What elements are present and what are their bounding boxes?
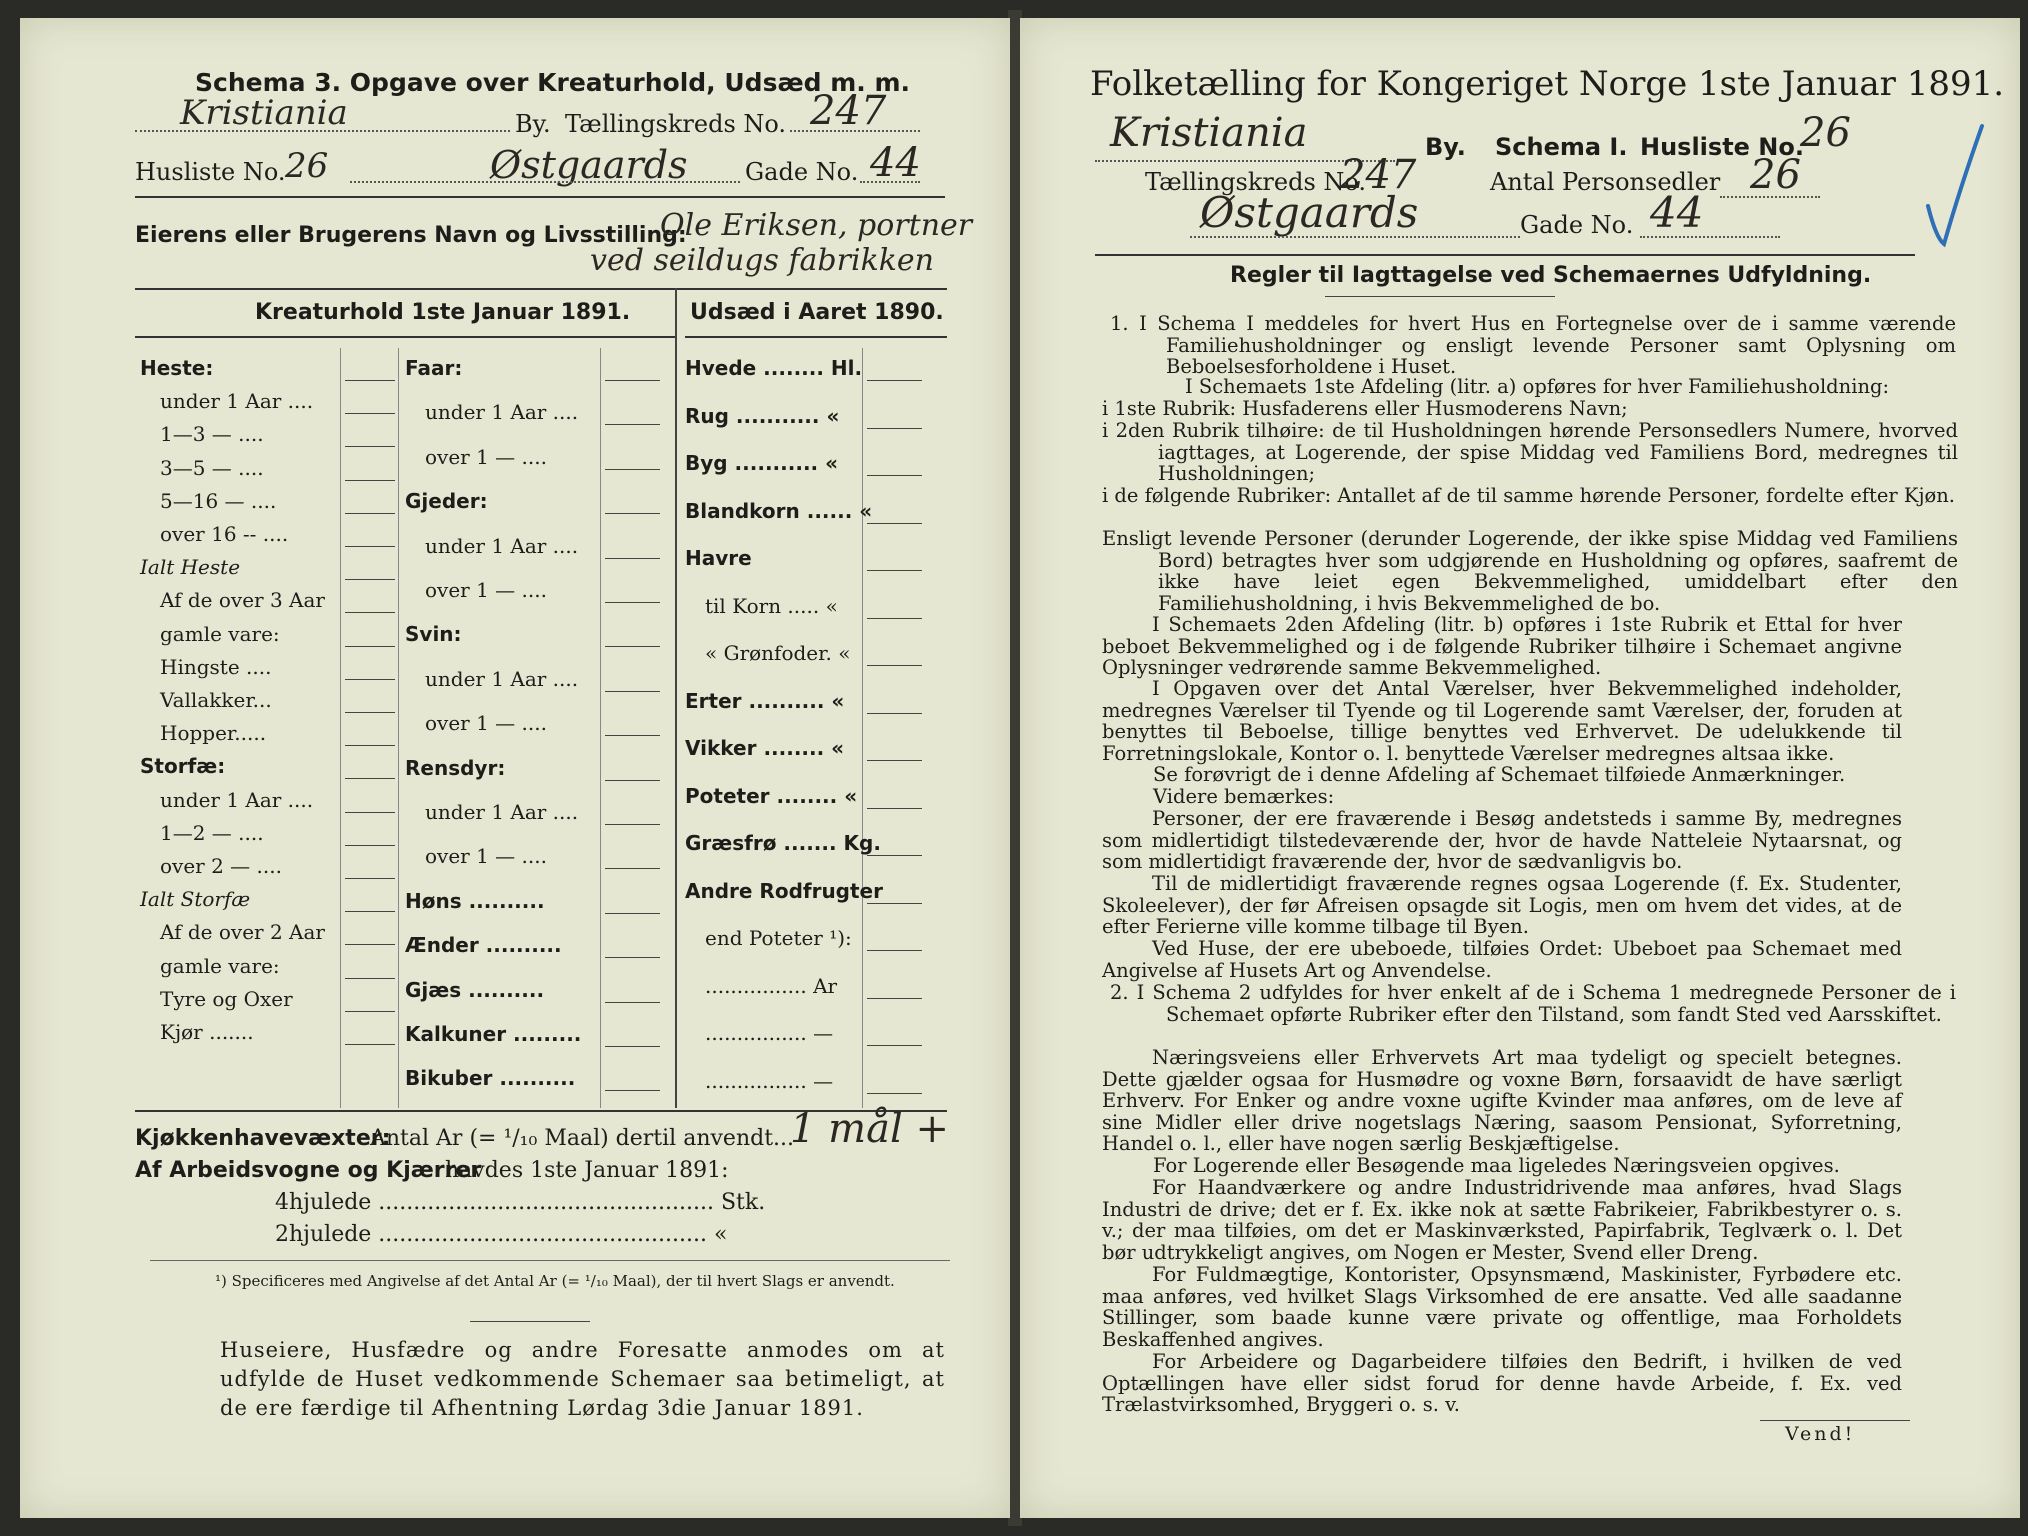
- col3-row-value-line: [867, 713, 922, 714]
- kreds-handwritten: 247: [810, 88, 887, 134]
- col1-row-label: 3—5 — ....: [160, 455, 264, 480]
- rule-p1: 1. I Schema I meddeles for hvert Hus en Fortegnelse over de i samme værende Familiehusholdninger og ensligt levende Personer samt Oplysning om Beboelsesforholdene i Huset.: [1110, 312, 1956, 378]
- rule-p11: Personer, der ere fraværende i Besøg andetsteds i samme By, medregnes som midlertidigt tilstedeværende der, hvor de havde Natteleie Nytaarsnat, og som midlertidigt fraværende der, hvor de sædvanligvis bo.: [1102, 807, 1902, 873]
- col1-row-value-line: [345, 446, 395, 447]
- antal-handwritten: 26: [1750, 152, 1801, 198]
- col3-row-value-line: [867, 380, 922, 381]
- col1-row-label: Hingste ....: [160, 654, 272, 679]
- col3-row-label: ................ Ar: [705, 973, 838, 998]
- col3-row-value-line: [867, 1093, 922, 1094]
- col3-row-label: Erter .......... «: [685, 688, 845, 713]
- col1-row-label: Hopper.....: [160, 721, 267, 746]
- col2-row-label: under 1 Aar ....: [425, 400, 579, 425]
- col2-row-label: under 1 Aar ....: [425, 533, 579, 558]
- rule-p13: Ved Huse, der ere ubeboede, tilføies Ordet: Ubeboet paa Schemaet med Angivelse af Husets Art og Anvendelse.: [1102, 937, 1902, 982]
- gade-handwritten: 44: [870, 140, 921, 186]
- header-rule: [135, 196, 945, 198]
- col1-value-line: [340, 348, 341, 1108]
- col3-value-line: [862, 348, 863, 1108]
- col3-row-value-line: [867, 475, 922, 476]
- col1-row-value-line: [345, 679, 395, 680]
- col2-row-value-line: [605, 735, 660, 736]
- col3-row-value-line: [867, 1045, 922, 1046]
- vend-rule: [1760, 1420, 1910, 1421]
- col2-row-value-line: [605, 824, 660, 825]
- col3-row-label: « Grønfoder. «: [705, 641, 851, 665]
- col1-row-value-line: [345, 579, 395, 580]
- rule-p12: Til de midlertidigt fraværende regnes ogsaa Logerende (f. Ex. Studenter, Skoleelever), der før Afreisen opsagde sit Logis, men om hvem det vides, at de efter Ferierne ville komme tilbage til Byen.: [1102, 872, 1902, 938]
- col2-row-label: over 1 — ....: [425, 578, 547, 602]
- col3-row-label: ................ —: [705, 1068, 834, 1093]
- col1-row-value-line: [345, 812, 395, 813]
- rule-p5: i de følgende Rubriker: Antallet af de til samme hørende Personer, fordelte efter Kjøn.: [1102, 484, 1956, 507]
- two-wheel-row: 2hjulede ............................................... «: [275, 1222, 728, 1247]
- owner-label: Eierens eller Brugerens Navn og Livsstilling:: [135, 223, 687, 248]
- footnote: ¹) Specificeres med Angivelse af det Antal Ar (= ¹/₁₀ Maal), der til hvert Slags er anvendt.: [215, 1272, 895, 1290]
- rule-p8: I Opgaven over det Antal Værelser, hver Bekvemmelighed indeholder, medregnes Værelser til Tyende og til Logerende samt Værelser, der, foruden at benyttes til Beboelse, tillige benyttes ved Erhvervet. De udelukkende til Forretningslokale, Kontor o. l. benyttede Værelser medregnes altsaa ikke.: [1102, 677, 1902, 765]
- rules-title-underline: [1325, 296, 1555, 297]
- right-page-schema-1: [1020, 18, 2020, 1518]
- col2-row-value-line: [605, 646, 660, 647]
- col1-row-value-line: [345, 646, 395, 647]
- col3-row-value-line: [867, 903, 922, 904]
- col2-row-label: under 1 Aar ....: [425, 800, 579, 824]
- kreds-label: Tællingskreds No.: [1145, 168, 1367, 196]
- col1-row-value-line: [345, 878, 395, 879]
- vend-label: Vend!: [1785, 1423, 1856, 1445]
- rule-p9: Se forøvrigt de i denne Afdeling af Schemaet tilføiede Anmærkninger.: [1153, 763, 1846, 786]
- col3-row-label: Andre Rodfrugter: [685, 878, 883, 903]
- col1-row-value-line: [345, 712, 395, 713]
- footnote-rule: [150, 1260, 950, 1261]
- col1-row-value-line: [345, 745, 395, 746]
- col3-row-label: Poteter ........ «: [685, 783, 858, 808]
- col3-row-label: Græsfrø ....... Kg.: [685, 831, 881, 855]
- owner-handwritten-1: Ole Eriksen, portner: [660, 208, 973, 243]
- col1-row-value-line: [345, 1011, 395, 1012]
- gade-line: [1640, 236, 1780, 238]
- col3-row-label: Blandkorn ...... «: [685, 498, 873, 523]
- four-wheel-row: 4hjulede ................................................ Stk.: [275, 1190, 766, 1215]
- gade-handwritten: 44: [1650, 188, 1704, 237]
- col1-row-label: Storfæ:: [140, 754, 226, 779]
- husliste-handwritten: 26: [1800, 110, 1851, 156]
- col2-row-value-line: [605, 1090, 660, 1091]
- col2-row-value-line: [605, 868, 660, 869]
- col2-row-value-line: [605, 469, 660, 470]
- husliste-label: Husliste No.: [135, 158, 286, 186]
- col2-row-value-line: [605, 424, 660, 425]
- col2-row-value-line: [605, 913, 660, 914]
- rule-p10: Videre bemærkes:: [1153, 785, 1335, 808]
- kjokken-handwritten: 1 mål +: [790, 1106, 949, 1152]
- col2-row-label: Gjeder:: [405, 489, 488, 514]
- col3-row-value-line: [867, 618, 922, 619]
- col3-row-label: Vikker ........ «: [685, 736, 845, 760]
- rule-p16: For Logerende eller Besøgende maa ligeledes Næringsveien opgives.: [1153, 1154, 1840, 1177]
- husliste-label: Husliste No.: [1640, 133, 1804, 161]
- table-divider: [675, 288, 677, 1108]
- rule-p19: For Arbeidere og Dagarbeidere tilføies den Bedrift, i hvilken de ved Optællingen have eller sidst forud for denne havde Arbeide, f. Ex. ved Trælastvirksomhed, Bryggeri o. s. v.: [1102, 1350, 1902, 1416]
- gade-line: [860, 181, 920, 183]
- col1-row-value-line: [345, 480, 395, 481]
- col1-row-label: Af de over 2 Aar: [160, 920, 325, 945]
- col1-row-value-line: [345, 845, 395, 846]
- rule-p17: For Haandværkere og andre Industridrivende maa anføres, hvad Slags Industri de drive; det er f. Ex. ikke nok at sætte Fabrikeier, Fabrikbestyrer o. s. v.; der maa tilføies, om det er Maskinværksted, Papirfabrik, Teglværk o. l. Det bør udtrykkeligt angives, om Nogen er Mester, Svend eller Dreng.: [1102, 1176, 1902, 1264]
- col3-row-label: ................ —: [705, 1021, 834, 1045]
- closing-note: Huseiere, Husfædre og andre Foresatte anmodes om at udfylde de Huset vedkommende Schemaer saa betimeligt, at de ere færdige til Afhentning Lørdag 3die Januar 1891.: [220, 1338, 945, 1420]
- kreds-handwritten: 247: [1340, 152, 1417, 198]
- col2-row-value-line: [605, 1002, 660, 1003]
- col2-row-value-line: [605, 513, 660, 514]
- col2-row-label: Kalkuner .........: [405, 1022, 582, 1046]
- col1-row-label: over 16 -- ....: [160, 522, 289, 546]
- col3-row-value-line: [867, 855, 922, 856]
- col1-row-label: Ialt Storfæ: [140, 887, 251, 912]
- by-label: By.: [515, 110, 551, 138]
- by-label: By.: [1425, 133, 1466, 161]
- city-line: [135, 130, 510, 132]
- col2-row-label: Høns ..........: [405, 888, 545, 913]
- col3-row-value-line: [867, 570, 922, 571]
- city-handwritten: Kristiania: [1110, 110, 1308, 156]
- rule-p4: i 2den Rubrik tilhøire: de til Husholdningen hørende Personsedlers Numere, hvorved iagttages, at Logerende, der spise Middag ved Familiens Bord, medregnes til Husholdningen;: [1102, 419, 1958, 485]
- col2-row-label: Bikuber ..........: [405, 1066, 576, 1091]
- col1-row-value-line: [345, 612, 395, 613]
- col1-row-value-line: [345, 978, 395, 979]
- rule-p18: For Fuldmægtige, Kontorister, Opsynsmænd, Maskinister, Fyrbødere etc. maa anføres, ved hvilket Slags Virksomhed de ere ansatte. Ved alle saadanne Stillinger, som baade kunne være private og offentlige, maa Forholdets Beskaffenhed angives.: [1102, 1263, 1902, 1351]
- col1-row-value-line: [345, 911, 395, 912]
- col2-row-value-line: [605, 957, 660, 958]
- rule-p15: Næringsveiens eller Erhvervets Art maa tydeligt og specielt betegnes. Dette gjælder ogsaa for Husmødre og voxne Børn, forsaavidt de have særligt Erhverv. For Enker og andre voxne ugifte Kvinder maa anføres, om de leve af sine Midler eller drive nogetslags Næring, saasom Pensionat, Syforretning, Handel o. l., eller have nogen særlig Beskjæftigelse.: [1102, 1046, 1902, 1155]
- col3-row-value-line: [867, 523, 922, 524]
- col1-row-value-line: [345, 944, 395, 945]
- kjokken-label: Kjøkkenhavevæxter:: [135, 1126, 391, 1151]
- separator: [470, 1321, 590, 1322]
- col3-row-value-line: [867, 998, 922, 999]
- col3-row-label: Rug ........... «: [685, 403, 840, 428]
- col2-row-label: over 1 — ....: [425, 711, 547, 736]
- col1-row-label: under 1 Aar ....: [160, 787, 314, 812]
- owner-handwritten-2: ved seildugs fabrikken: [590, 243, 935, 278]
- col2-row-label: Faar:: [405, 356, 463, 380]
- col3-row-label: end Poteter ¹):: [705, 926, 852, 950]
- col2-row-value-line: [605, 691, 660, 692]
- street-line: [350, 181, 740, 183]
- col2-row-label: over 1 — ....: [425, 444, 547, 469]
- col1-row-label: 1—2 — ....: [160, 820, 264, 845]
- col1-row-label: Heste:: [140, 356, 214, 380]
- col1-row-label: Ialt Heste: [140, 555, 241, 580]
- table-header-rule-left: [135, 336, 675, 338]
- col1-row-label: Vallakker...: [160, 688, 272, 712]
- kreds-line: [790, 130, 920, 132]
- col1-row-label: Af de over 3 Aar: [160, 588, 325, 613]
- col3-row-value-line: [867, 808, 922, 809]
- col1-row-label: Tyre og Oxer: [160, 986, 293, 1011]
- col1-row-value-line: [345, 380, 395, 381]
- col3-row-value-line: [867, 950, 922, 951]
- udsaed-header: Udsæd i Aaret 1890.: [690, 300, 944, 325]
- street-handwritten: Østgaards: [490, 143, 688, 187]
- col2-row-label: Gjæs ..........: [405, 977, 545, 1002]
- col3-row-label: til Korn ..... «: [705, 593, 838, 618]
- city-handwritten: Kristiania: [180, 93, 348, 133]
- table-header-rule-right: [685, 336, 947, 338]
- col1-row-label: over 2 — ....: [160, 854, 282, 878]
- col3-row-label: Hvede ........ Hl.: [685, 356, 863, 380]
- table-top-rule: [135, 288, 947, 290]
- col2-row-label: Ænder ..........: [405, 933, 562, 958]
- check-mark-icon: [1920, 118, 1990, 248]
- col2-row-value-line: [605, 558, 660, 559]
- col1-row-value-line: [345, 1044, 395, 1045]
- rules-title: Regler til Iagttagelse ved Schemaernes Udfyldning.: [1230, 263, 1872, 288]
- rule-p14: 2. I Schema 2 udfyldes for hver enkelt af de i Schema 1 medregnede Personer de i Schemaet opførte Rubriker efter den Tilstand, som fandt Sted ved Aarsskiftet.: [1110, 981, 1956, 1026]
- left-page-schema-3: [20, 18, 1010, 1518]
- col1-row-label: 1—3 — ....: [160, 422, 264, 447]
- rule-p6: Ensligt levende Personer (derunder Logerende, der ikke spise Middag ved Familiens Bord) betragtes hver som udgjørende en Husholdning og opføres, saafremt de ikke have leiet egen Bekvemmelighed, umiddelbart efter den Familiehusholdning, i hvis Bekvemmelighed de bo.: [1102, 527, 1958, 615]
- kjokken-text: Antal Ar (= ¹/₁₀ Maal) dertil anvendt...: [370, 1126, 795, 1151]
- schema-3-title: Schema 3. Opgave over Kreaturhold, Udsæd m. m.: [195, 68, 911, 97]
- kreds-label: Tællingskreds No.: [565, 110, 787, 138]
- gade-label: Gade No.: [745, 158, 859, 186]
- col2-row-label: Svin:: [405, 622, 462, 647]
- street-handwritten: Østgaards: [1200, 188, 1419, 237]
- col1-row-label: under 1 Aar ....: [160, 389, 314, 414]
- col1-row-label: 5—16 — ....: [160, 488, 277, 513]
- census-title: Folketælling for Kongeriget Norge 1ste Januar 1891.: [1090, 64, 2005, 104]
- antal-label: Antal Personsedler: [1490, 168, 1721, 196]
- col1-row-label: gamle vare:: [160, 953, 280, 978]
- header-rule: [1095, 254, 1915, 256]
- col1-row-value-line: [345, 778, 395, 779]
- col3-row-value-line: [867, 428, 922, 429]
- col1-row-value-line: [345, 546, 395, 547]
- col1-row-value-line: [345, 513, 395, 514]
- col1-row-label: Kjør .......: [160, 1020, 254, 1044]
- col3-row-label: Havre: [685, 546, 752, 570]
- rule-p2: I Schemaets 1ste Afdeling (litr. a) opføres for hver Familiehusholdning:: [1185, 375, 1890, 398]
- col1-row-value-line: [345, 413, 395, 414]
- col1-right-line: [398, 348, 399, 1108]
- col2-row-value-line: [605, 1046, 660, 1047]
- col2-row-value-line: [605, 602, 660, 603]
- street-line: [1190, 236, 1520, 238]
- antal-line: [1720, 196, 1820, 198]
- col2-row-label: under 1 Aar ....: [425, 666, 579, 691]
- col3-row-value-line: [867, 665, 922, 666]
- col1-row-label: gamle vare:: [160, 621, 280, 646]
- schema-label: Schema I.: [1495, 133, 1628, 161]
- rule-p7: I Schemaets 2den Afdeling (litr. b) opføres i 1ste Rubrik et Ettal for hver beboet Bekvemmelighed og i de følgende Rubriker tilhøire i Schemaet angivne Oplysninger vedrørende samme Bekvemmelighed.: [1102, 613, 1902, 679]
- col2-row-label: over 1 — ....: [425, 844, 547, 869]
- col2-row-label: Rensdyr:: [405, 755, 506, 780]
- vogn-text: havdes 1ste Januar 1891:: [445, 1158, 729, 1183]
- col3-row-value-line: [867, 760, 922, 761]
- husliste-handwritten: 26: [285, 146, 329, 186]
- col3-row-label: Byg ........... «: [685, 451, 839, 475]
- kreatur-header: Kreaturhold 1ste Januar 1891.: [255, 300, 631, 325]
- col2-value-line: [600, 348, 601, 1108]
- gade-label: Gade No.: [1520, 211, 1634, 239]
- col2-row-value-line: [605, 780, 660, 781]
- vogn-label: Af Arbeidsvogne og Kjærrer: [135, 1158, 482, 1183]
- col2-row-value-line: [605, 380, 660, 381]
- rule-p3: i 1ste Rubrik: Husfaderens eller Husmoderens Navn;: [1102, 397, 1628, 420]
